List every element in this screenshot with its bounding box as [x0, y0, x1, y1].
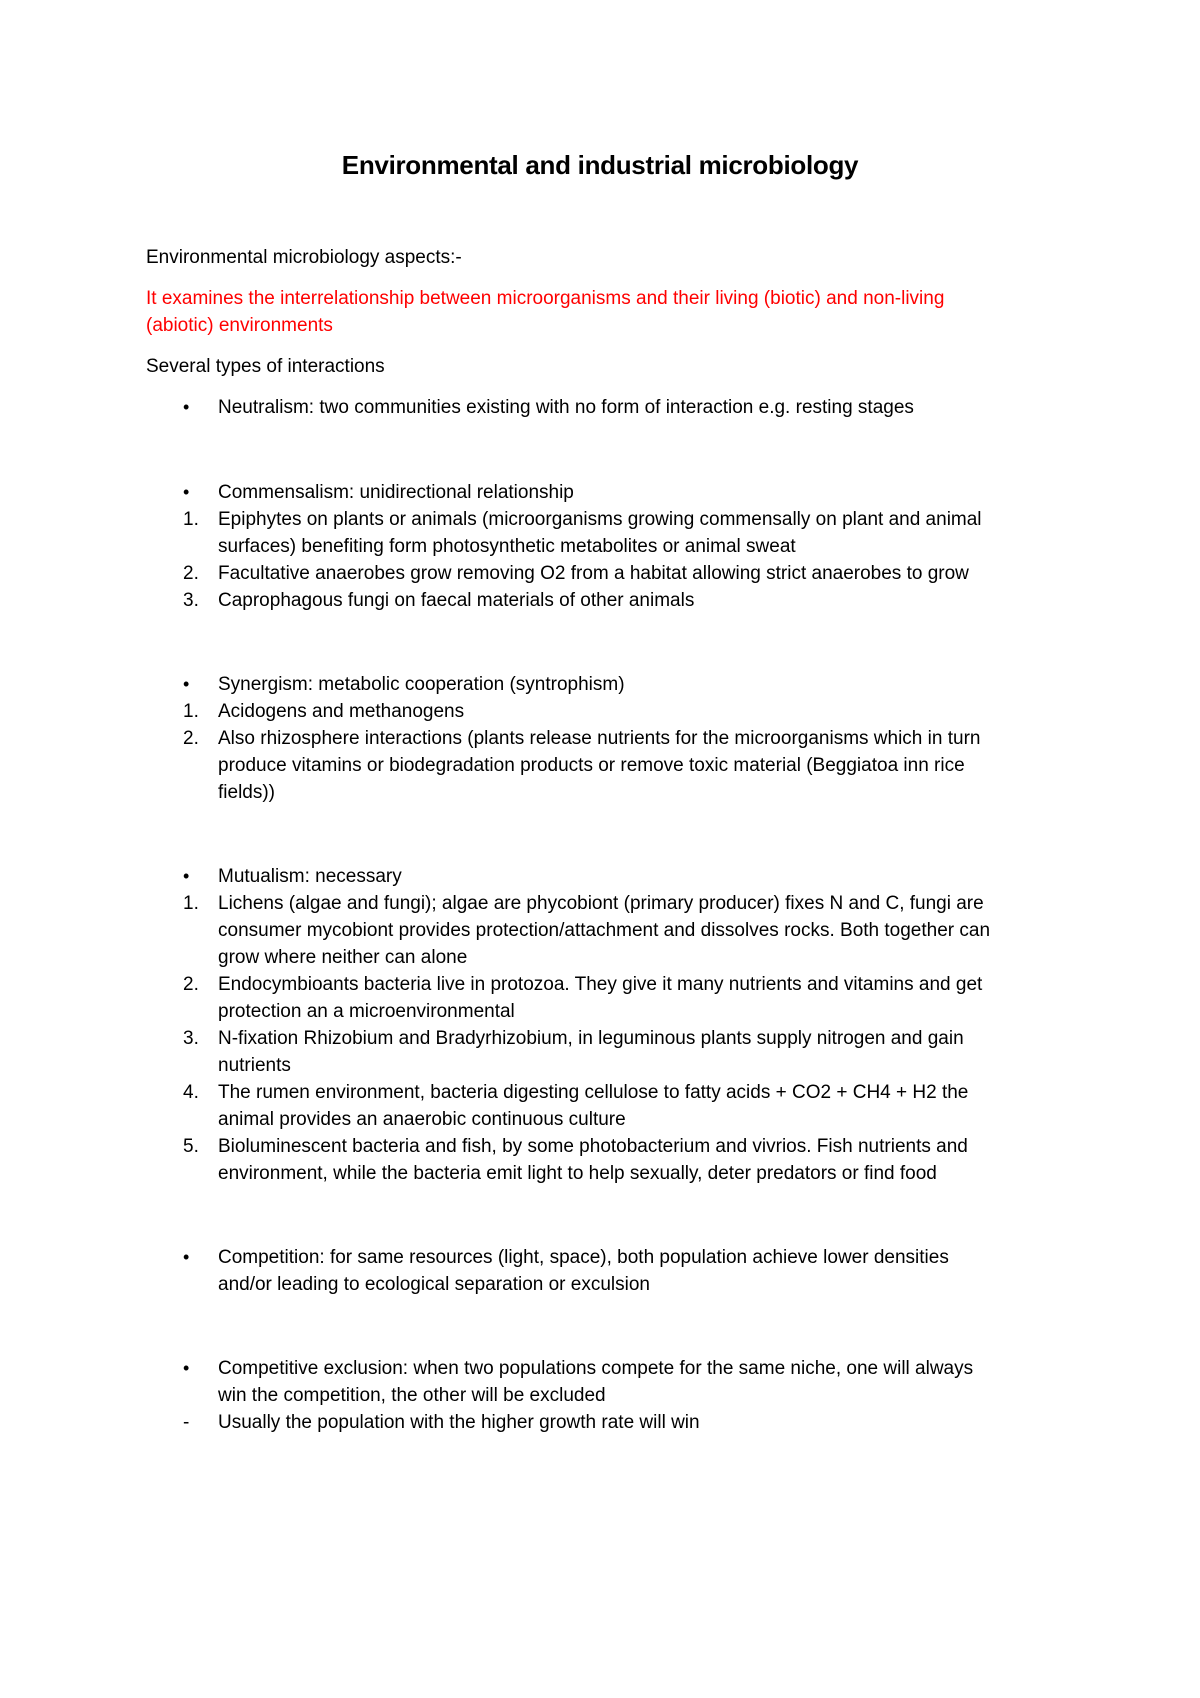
bullet-icon: • — [183, 866, 190, 886]
list-item-text: protection an a microenvironmental — [218, 1001, 515, 1022]
dash-marker: - — [183, 1412, 190, 1433]
list-number: 1. — [183, 509, 199, 530]
list-number: 2. — [183, 974, 199, 995]
competition-text-cont: and/or leading to ecological separation or exculsion — [218, 1274, 650, 1295]
list-item-text: Acidogens and methanogens — [218, 701, 465, 722]
synergism-text: Synergism: metabolic cooperation (syntrophism) — [218, 674, 625, 695]
exclusion-text-cont: win the competition, the other will be excluded — [218, 1385, 606, 1406]
list-item-text: consumer mycobiont provides protection/attachment and dissolves rocks. Both together can — [218, 920, 991, 941]
bullet-icon: • — [183, 397, 190, 417]
mutualism-text: Mutualism: necessary — [218, 866, 402, 887]
list-item-text: nutrients — [218, 1055, 291, 1076]
list-number: 4. — [183, 1082, 199, 1103]
list-item-text: grow where neither can alone — [218, 947, 468, 968]
list-item-text: Endocymbioants bacteria live in protozoa. They give it many nutrients and vitamins and get — [218, 974, 983, 995]
list-number: 2. — [183, 728, 199, 749]
types-heading: Several types of interactions — [146, 356, 385, 377]
list-item-text: N-fixation Rhizobium and Bradyrhizobium, in leguminous plants supply nitrogen and gain — [218, 1028, 964, 1049]
neutralism-text: Neutralism: two communities existing with no form of interaction e.g. resting stages — [218, 397, 914, 418]
document-title: Environmental and industrial microbiology — [341, 150, 859, 180]
red-definition-line-2: (abiotic) environments — [146, 315, 333, 336]
bullet-icon: • — [183, 1247, 190, 1267]
list-item-text: fields)) — [218, 782, 276, 803]
list-number: 1. — [183, 893, 199, 914]
list-number: 5. — [183, 1136, 199, 1157]
list-number: 3. — [183, 590, 199, 611]
list-number: 3. — [183, 1028, 199, 1049]
list-number: 2. — [183, 563, 199, 584]
competition-text: Competition: for same resources (light, space), both population achieve lower densities — [218, 1247, 949, 1268]
red-definition-line-1: It examines the interrelationship between microorganisms and their living (biotic) and non-living — [146, 288, 945, 309]
list-item-text: produce vitamins or biodegradation products or remove toxic material (Beggiatoa inn rice — [218, 755, 965, 776]
bullet-icon: • — [183, 674, 190, 694]
bullet-icon: • — [183, 482, 190, 502]
dash-item-text: Usually the population with the higher growth rate will win — [218, 1412, 700, 1433]
list-item-text: Facultative anaerobes grow removing O2 from a habitat allowing strict anaerobes to grow — [218, 563, 969, 584]
list-item-text: environment, while the bacteria emit light to help sexually, deter predators or find food — [218, 1163, 937, 1184]
list-item-text: The rumen environment, bacteria digesting cellulose to fatty acids + CO2 + CH4 + H2 the — [218, 1082, 969, 1103]
commensalism-text: Commensalism: unidirectional relationship — [218, 482, 574, 503]
bullet-icon: • — [183, 1358, 190, 1378]
list-item-text: Epiphytes on plants or animals (microorganisms growing commensally on plant and animal — [218, 509, 982, 530]
list-item-text: Bioluminescent bacteria and fish, by some photobacterium and vivrios. Fish nutrients and — [218, 1136, 968, 1157]
list-item-text: Caprophagous fungi on faecal materials of other animals — [218, 590, 695, 611]
exclusion-text: Competitive exclusion: when two populations compete for the same niche, one will always — [218, 1358, 974, 1379]
list-item-text: animal provides an anaerobic continuous culture — [218, 1109, 626, 1130]
list-item-text: Lichens (algae and fungi); algae are phycobiont (primary producer) fixes N and C, fungi are — [218, 893, 984, 914]
list-item-text: Also rhizosphere interactions (plants release nutrients for the microorganisms which in turn — [218, 728, 981, 749]
list-number: 1. — [183, 701, 199, 722]
list-item-text: surfaces) benefiting form photosynthetic metabolites or animal sweat — [218, 536, 796, 557]
section-heading: Environmental microbiology aspects:- — [146, 247, 462, 268]
